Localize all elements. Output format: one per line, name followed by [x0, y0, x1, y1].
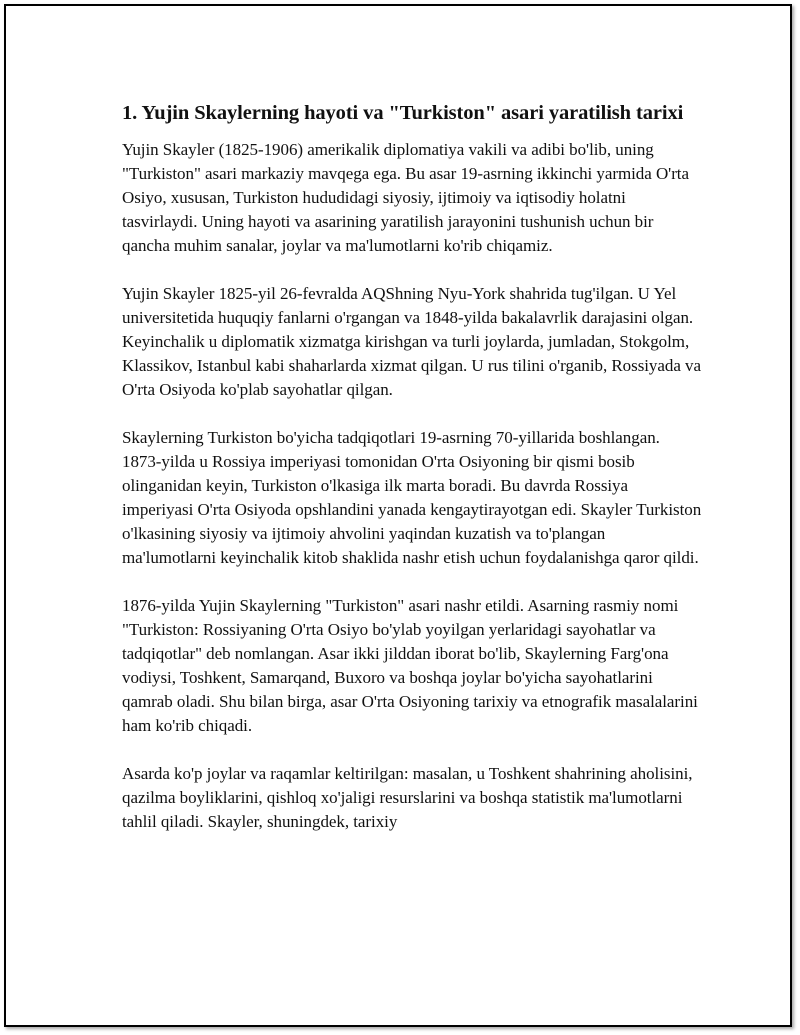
paragraph-intro: Yujin Skayler (1825-1906) amerikalik diplomatiya vakili va adibi bo'lib, uning "Turkiston" asari markaziy mavqega ega. Bu asar 19-asrning ikkinchi yarmida O'rta Osiyo, xususan, Turkiston hududidagi siyosiy, ijtimoiy va iqtisodiy holatni tasvirlaydi. Uning hayoti va asarining yaratilish jarayonini tushunish uchun bir qancha muhim sanalar, joylar va ma'lumotlarni ko'rib chiqamiz.	[122, 140, 689, 255]
paragraph-research: Skaylerning Turkiston bo'yicha tadqiqotlari 19-asrning 70-yillarida boshlangan. 1873-yilda u Rossiya imperiyasi tomonidan O'rta Osiyoning bir qismi bosib olinganidan keyin, Turkiston o'lkasiga ilk marta boradi. Bu davrda Rossiya imperiyasi O'rta Osiyoda opshlandini yanada kengaytirayotgan edi. Skayler Turkiston o'lkasining siyosiy va ijtimoiy ahvolini yaqindan kuzatish va to'plangan ma'lumotlarni keyinchalik kitob shaklida nashr etish uchun foydalanishga qaror qildi.	[122, 428, 702, 567]
paragraph-statistics: Asarda ko'p joylar va raqamlar keltirilgan: masalan, u Toshkent shahrining aholisini, qazilma boyliklarini, qishloq xo'jaligi resurslarini va boshqa statistik ma'lumotlarni tahlil qiladi. Skayler, shuningdek, tarixiy	[122, 764, 693, 831]
document-body	[122, 99, 702, 834]
paragraph-publication: 1876-yilda Yujin Skaylerning "Turkiston" asari nashr etildi. Asarning rasmiy nomi "Turkiston: Rossiyaning O'rta Osiyo bo'ylab yoyilgan yerlaridagi sayohatlar va tadqiqotlar" deb nomlangan. Asar ikki jilddan iborat bo'lib, Skaylerning Farg'ona vodiysi, Toshkent, Samarqand, Buxoro va boshqa joylar bo'yicha sayohatlarini qamrab oladi. Shu bilan birga, asar O'rta Osiyoning tarixiy va etnografik masalalarini ham ko'rib chiqadi.	[122, 596, 698, 735]
document-page	[4, 4, 792, 1027]
section-heading: 1. Yujin Skaylerning hayoti va "Turkiston" asari yaratilish tarixi	[122, 102, 684, 124]
paragraph-biography: Yujin Skayler 1825-yil 26-fevralda AQShning Nyu-York shahrida tug'ilgan. U Yel universitetida huquqiy fanlarni o'rgangan va 1848-yilda bakalavrlik darajasini olgan. Keyinchalik u diplomatik xizmatga kirishgan va turli joylarda, jumladan, Stokgolm, Klassikov, Istanbul kabi shaharlarda xizmat qilgan. U rus tilini o'rganib, Rossiyada va O'rta Osiyoda ko'plab sayohatlar qilgan.	[122, 284, 701, 399]
